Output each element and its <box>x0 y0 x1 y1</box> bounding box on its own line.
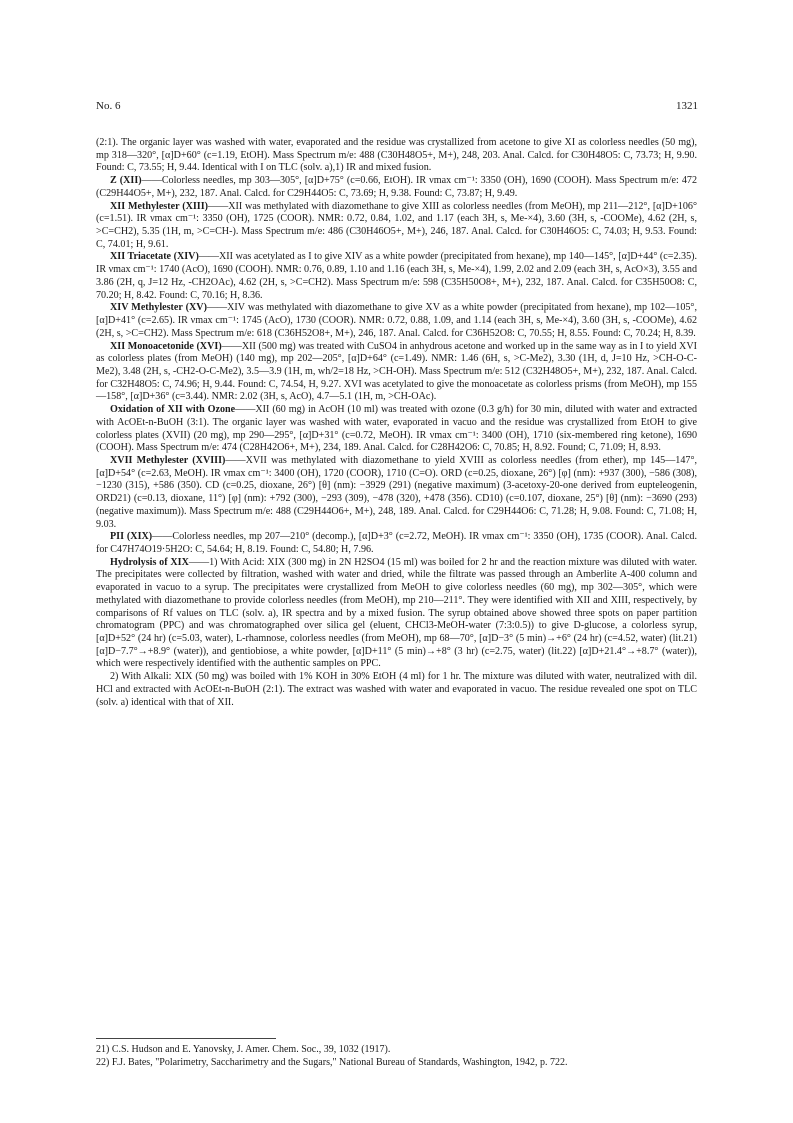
paragraph <box>96 557 697 671</box>
footnote: 22) F.J. Bates, "Polarimetry, Saccharimetry and the Sugars," National Bureau of Standards, Washington, 1942, p. 722. <box>96 1056 568 1068</box>
footnote-divider <box>96 1038 276 1039</box>
paragraph-heading: XII Methylester (XIII) <box>110 200 208 212</box>
paragraph-heading: Oxidation of XII with Ozone <box>110 404 236 416</box>
paragraph-heading: XVII Methylester (XVIII) <box>110 454 226 466</box>
paragraph-heading: PII (XIX) <box>110 531 153 543</box>
paragraph-text: ——XVII was methylated with diazomethane to yield XVIII as colorless needles (from ether), mp 145—147°, [α]D+54° (c=2.63, MeOH). IR νmax cm⁻¹: 3400 (OH), 1720 (COOR), 1710 (C=O). ORD (c=0.25, dioxane, 26°) [φ] (nm): +937 (300), −586 (308), −1230 (315), +586 (350). CD (c=0.25, dioxane, 26°) [θ] (nm): −3929 (291) (negative maximum) (3-acetoxy-20-one derived from eupteleogenin, ORD21) (c=0.13, dioxane, 11°) [φ] (nm): +792 (300), −293 (309), −478 (320), +478 (356). CD10) (c=0.107, dioxane, 25°) [θ] (nm): −3690 (293) (negative maximum)). Mass Spectrum m/e: 488 (C29H44O6+, M+), 248, 189. Anal. Calcd. for C29H44O6: C, 71.28; H, 9.08. Found: C, 71.08; H, 9.03. <box>96 454 697 530</box>
paragraph <box>96 404 697 455</box>
paragraph <box>96 531 697 556</box>
paragraph-text: ——Colorless needles, mp 303—305°, [α]D+75° (c=0.66, EtOH). IR νmax cm⁻¹: 3350 (OH), 1690 (COOH). Mass Spectrum m/e: 472 (C29H44O5+, M+), 232, 187. Anal. Calcd. for C29H44O5: C, 73.69; H, 9.38. Found: C, 73.87; H, 9.49. <box>96 175 697 199</box>
paragraph-text: ——XII was methylated with diazomethane to give XIII as colorless needles (from MeOH), mp 211—212°, [α]D+106° (c=1.51). IR νmax cm⁻¹: 3350 (OH), 1725 (COOR). NMR: 0.72, 0.84, 1.02, and 1.17 (each 3H, s, Me-×4), 3.60 (3H, s, -COOMe), 4.62 (2H, s, >C=CH2), 5.35 (1H, m, >C=CH-). Mass Spectrum m/e: 486 (C30H46O5+, M+), 246, 187. Anal. Calcd. for C30H46O5: C, 74.03; H, 9.53. Found: C, 74.01; H, 9.61. <box>96 200 697 250</box>
paragraph-text: ——Colorless needles, mp 207—210° (decomp.), [α]D+3° (c=2.72, MeOH). IR νmax cm⁻¹: 3350 (OH), 1735 (COOR). Anal. Calcd. for C47H74O19·5H2O: C, 54.64; H, 8.19. Found: C, 54.80; H, 7.96. <box>96 531 697 555</box>
experimental-section <box>96 137 697 709</box>
paragraph-heading: Hydrolysis of XIX <box>110 556 189 568</box>
paragraph-text: ——XII (60 mg) in AcOH (10 ml) was treated with ozone (0.3 g/h) for 30 min, diluted with water and extracted with AcOEt-n-BuOH (3:1). The organic layer was washed with water, evaporated in vacuo and the residue was crystallized from EtOH to give colorless plates (XVII) (20 mg), mp 290—295°, [α]D+31° (c=0.72, MeOH). IR νmax cm⁻¹: 3400 (OH), 1710 (six-membered ring ketone), 1690 (COOH). Mass Spectrum m/e: 474 (C28H42O6+, M+), 234, 189. Anal. Calcd. for C28H42O6: C, 70.85; H, 8.92. Found; C, 71.09; H, 8.93. <box>96 404 697 454</box>
paragraph-text: 2) With Alkali: XIX (50 mg) was boiled with 1% KOH in 30% EtOH (4 ml) for 1 hr. The mixture was diluted with water, neutralized with dil. HCl and extracted with AcOEt-n-BuOH (2:1). The extract was washed with water and evaporated in vacuo. The residue revealed one spot on TLC (solv. a) identical with that of XII. <box>96 671 697 708</box>
page-header <box>96 100 698 116</box>
paragraph <box>96 302 697 340</box>
footnote: 21) C.S. Hudson and E. Yanovsky, J. Amer. Chem. Soc., 39, 1032 (1917). <box>96 1044 391 1055</box>
paragraph <box>96 137 697 175</box>
paragraph-text: (2:1). The organic layer was washed with water, evaporated and the residue was crystallized from acetone to give XI as colorless needles (50 mg), mp 318—320°, [α]D+60° (c=1.19, EtOH). Mass Spectrum m/e: 488 (C30H48O5+, M+), 248, 203. Anal. Calcd. for C30H48O5: C, 73.73; H, 9.90. Found: C, 73.55; H, 9.44. Identical with I on TLC (solv. a),1) IR and mixed fusion. <box>96 137 697 174</box>
paragraph <box>96 201 697 252</box>
paragraph <box>96 175 697 200</box>
footnotes <box>96 1044 697 1069</box>
paragraph <box>96 341 697 405</box>
paragraph <box>96 251 697 302</box>
journal-issue: No. 6 <box>96 100 121 112</box>
paragraph <box>96 455 697 531</box>
page-number: 1321 <box>676 100 698 112</box>
paragraph-heading: XII Monoacetonide (XVI) <box>110 340 222 352</box>
paragraph-text: ——1) With Acid: XIX (300 mg) in 2N H2SO4 (15 ml) was boiled for 2 hr and the reaction mixture was diluted with water. The precipitates were collected by filtration, washed with water and dried, while the filtrate was passed through an Amberlite A-400 column and evaporated in vacuo to a syrup. The precipitates were crystallized from MeOH to give colorless needles (60 mg), mp 302—305°, which were methylated with diazomethane to provide colorless needles (from MeOH), mp 210—211°. They were identified with XII and XIII, respectively, by comparisons of Rf values on TLC (solv. a), IR spectra and by a mixed fusion. The syrup obtained above showed three spots on paper partition chromatogram (PPC) and was chromatographed over silica gel (eluent, CHCl3-MeOH-water (7:3:0.5)) to give D-glucose, a colorless syrup, [α]D+52° (24 hr) (c=5.03, water), L-rhamnose, colorless needles (from MeOH), mp 68—70°, [α]D−3° (5 min)→+6° (24 hr) (c=4.52, water) (lit.21) [α]D−7.7°→+8.9° (water)), and gentiobiose, a white powder, [α]D+11° (5 min)→+8° (3 hr) (c=2.75, water) (lit.22) [α]D+21.4°→+8.7° (water)), which were respectively identified with the authentic samples on PPC. <box>96 556 697 670</box>
paragraph <box>96 671 697 709</box>
paragraph-heading: XIV Methylester (XV) <box>110 302 207 314</box>
paragraph-heading: XII Triacetate (XIV) <box>110 251 199 263</box>
paragraph-text: ——XII (500 mg) was treated with CuSO4 in anhydrous acetone and worked up in the same way as in I to yield XVI as colorless plates (from MeOH) (140 mg), mp 202—205°, [α]D+64° (c=1.49). NMR: 1.46 (6H, s, >C-Me2), 3.30 (1H, d, J=10 Hz, >CH-O-C-Me2), 3.48 (2H, s, -CH2-O-C-Me2), 3.5—3.9 (1H, m, wh/2=18 Hz, >CH-OH). Mass Spectrum m/e: 512 (C32H48O5+, M+), 232, 187. Anal. Calcd. for C32H48O5: C, 74.96; H, 9.44. Found: C, 74.54, H, 9.27. XVI was acetylated to give the monoacetate as colorless prisms (from MeOH), mp 155—158°, [α]D+36° (c=3.44). NMR: 2.02 (3H, s, AcO), 4.7—5.1 (1H, m, >CH-OAc). <box>96 340 697 403</box>
paragraph-heading: Z (XII) <box>110 175 142 187</box>
paragraph-text: ——XIV was methylated with diazomethane to give XV as a white powder (precipitated from hexane), mp 102—105°, [α]D+41° (c=2.65). IR νmax cm⁻¹: 1745 (AcO), 1730 (COOR). NMR: 0.72, 0.88, 1.09, and 1.14 (each 3H, s, Me-×4), 3.60 (3H, s, -COOMe), 4.62 (2H, s, >C=CH2). Mass Spectrum m/e: 618 (C36H52O8+, M+), 246, 187. Anal. Calcd. for C36H52O8: C, 70.55; H, 8.55. Found: C, 70.24; H, 8.39. <box>96 302 697 339</box>
paragraph-text: ——XII was acetylated as I to give XIV as a white powder (precipitated from hexane), mp 140—145°, [α]D+44° (c=2.35). IR νmax cm⁻¹: 1740 (AcO), 1690 (COOH). NMR: 0.76, 0.89, 1.10 and 1.16 (each 3H, s, Me-×4), 1.99, 2.02 and 2.09 (each 3H, s, AcO×3), 3.55 and 3.86 (2H, q, J=12 Hz, -CH2OAc), 4.62 (2H, s, >C=CH2). Mass Spectrum m/e: 598 (C35H50O8+, M+), 232, 187. Anal. Calcd. for C35H50O8: C, 70.20; H, 8.42. Found: C, 70.16; H, 8.36. <box>96 251 697 301</box>
